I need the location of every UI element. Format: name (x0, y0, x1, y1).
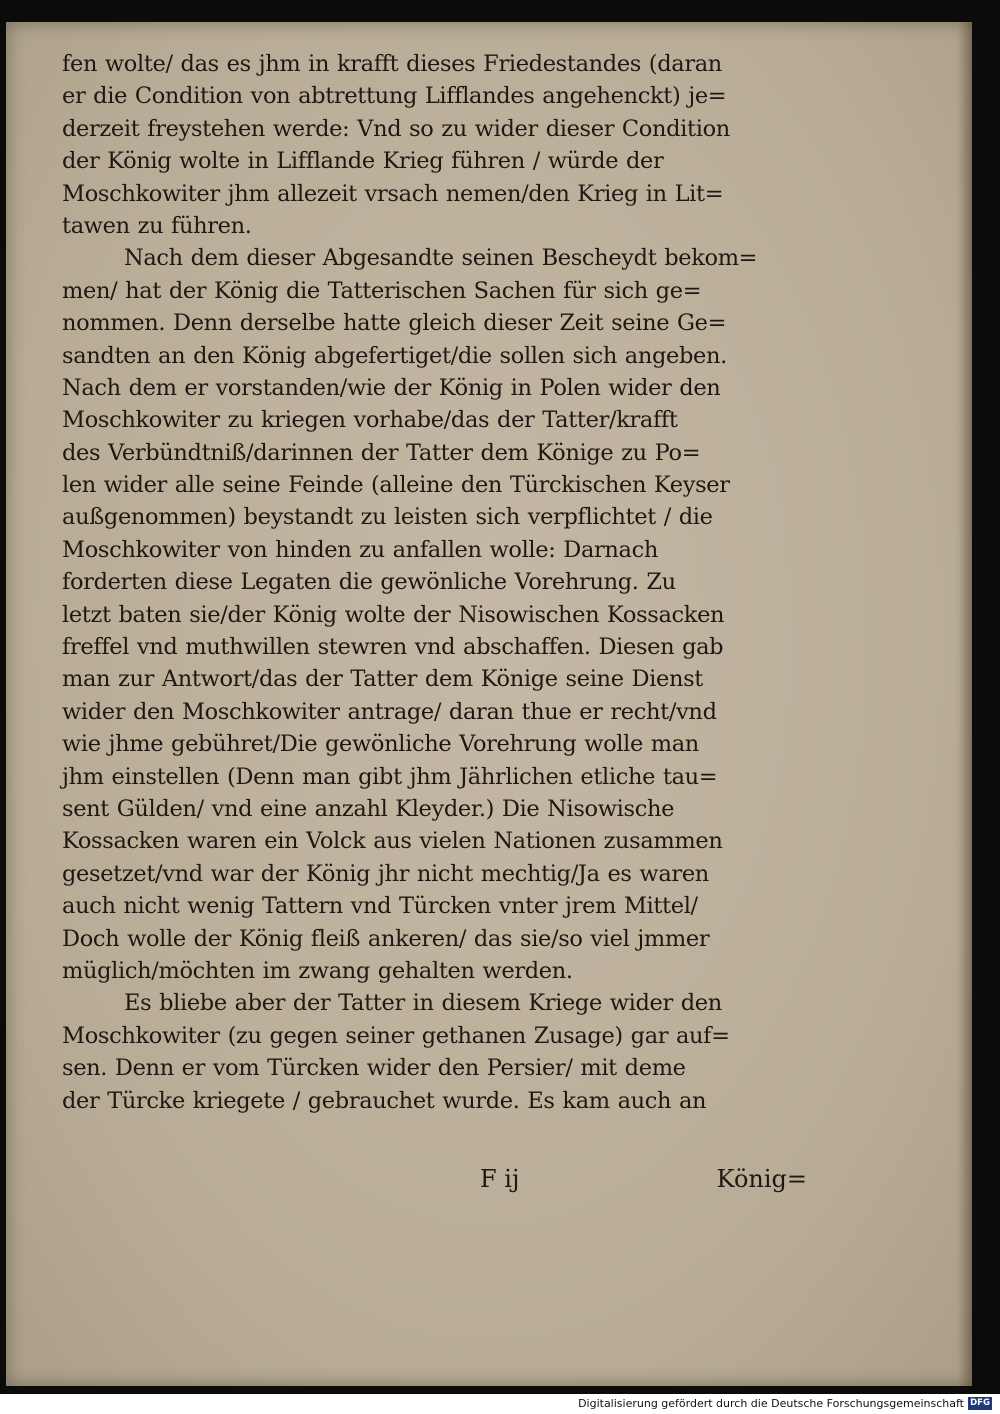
page-edge-shadow (958, 22, 972, 1386)
page-footer (62, 1165, 807, 1205)
text-line: Doch wolle der König fleiß ankeren/ das sie/so viel jmmer (62, 925, 710, 952)
signature-mark: F ij (480, 1165, 520, 1193)
text-line: forderten diese Legaten die gewönliche Vorehrung. Zu (62, 569, 676, 596)
paragraph-start-line: Nach dem dieser Abgesandte seinen Bescheydt bekom= (124, 245, 758, 272)
text-line: Moschkowiter zu kriegen vorhabe/das der Tatter/krafft (62, 407, 678, 434)
body-text (62, 48, 807, 1117)
text-line: wider den Moschkowiter antrage/ daran thue er recht/vnd (62, 698, 717, 725)
text-line: Moschkowiter jhm allezeit vrsach nemen/den Krieg in Lit= (62, 180, 724, 207)
text-line: wie jhme gebühret/Die gewönliche Vorehrung wolle man (62, 731, 699, 758)
text-line: er die Condition von abtrettung Lifflandes angehenckt) je= (62, 83, 727, 110)
text-line: auch nicht wenig Tattern vnd Türcken vnter jrem Mittel/ (62, 893, 698, 920)
text-line: müglich/möchten im zwang gehalten werden. (62, 957, 573, 984)
text-line: sent Gülden/ vnd eine anzahl Kleyder.) Die Nisowische (62, 795, 675, 822)
catchword: König= (716, 1165, 807, 1193)
text-line: freffel vnd muthwillen stewren vnd abschaffen. Diesen gab (62, 634, 724, 661)
text-line: derzeit freystehen werde: Vnd so zu wider dieser Condition (62, 115, 730, 142)
paragraph-start-line: Es bliebe aber der Tatter in diesem Kriege wider den (124, 990, 722, 1017)
text-line: außgenommen) beystandt zu leisten sich verpflichtet / die (62, 504, 713, 531)
text-line: der Türcke kriegete / gebrauchet wurde. Es kam auch an (62, 1087, 707, 1114)
text-line: Moschkowiter von hinden zu anfallen wolle: Darnach (62, 536, 659, 563)
scan-credit: Digitalisierung gefördert durch die Deutsche Forschungsgemeinschaft (578, 1397, 964, 1410)
text-line: gesetzet/vnd war der König jhr nicht mechtig/Ja es waren (62, 860, 709, 887)
text-line: Kossacken waren ein Volck aus vielen Nationen zusammen (62, 828, 723, 855)
text-line: Nach dem er vorstanden/wie der König in Polen wider den (62, 374, 721, 401)
text-line: sen. Denn er vom Türcken wider den Persier/ mit deme (62, 1055, 686, 1082)
text-line: des Verbündtniß/darinnen der Tatter dem Könige zu Po= (62, 439, 701, 466)
text-line: men/ hat der König die Tatterischen Sachen für sich ge= (62, 277, 702, 304)
dfg-logo: DFG (968, 1397, 992, 1410)
text-line: der König wolte in Lifflande Krieg führen / würde der (62, 148, 664, 175)
text-line: man zur Antwort/das der Tatter dem Könige seine Dienst (62, 666, 703, 693)
text-line: tawen zu führen. (62, 212, 252, 239)
text-line: len wider alle seine Feinde (alleine den Türckischen Keyser (62, 472, 730, 499)
text-line: letzt baten sie/der König wolte der Nisowischen Kossacken (62, 601, 725, 628)
text-line: fen wolte/ das es jhm in krafft dieses Friedestandes (daran (62, 51, 722, 77)
text-line: nommen. Denn derselbe hatte gleich dieser Zeit seine Ge= (62, 310, 727, 337)
text-line: jhm einstellen (Denn man gibt jhm Jährlichen etliche tau= (62, 763, 718, 790)
text-line: sandten an den König abgefertiget/die sollen sich angeben. (62, 342, 727, 369)
text-line: Moschkowiter (zu gegen seiner gethanen Zusage) gar auf= (62, 1022, 730, 1049)
